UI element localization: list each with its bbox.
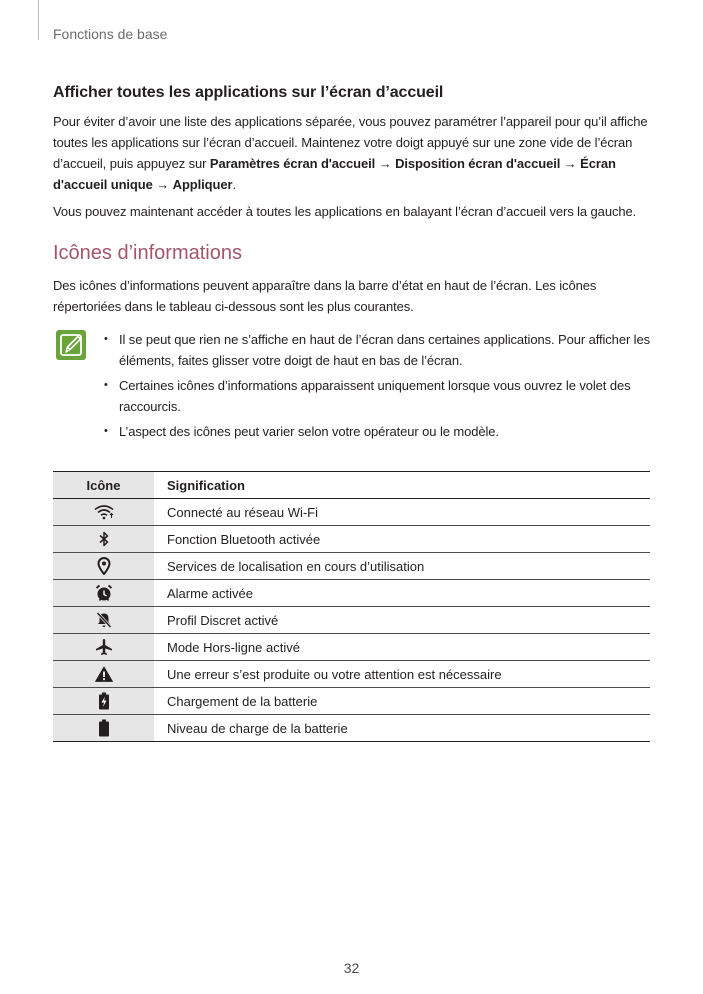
note-item (101, 329, 650, 371)
section-title: Icônes d’informations (53, 242, 242, 264)
meaning-cell: Services de localisation en cours d’utilisation (154, 553, 650, 580)
header-rule (38, 0, 39, 40)
icons-table (53, 471, 650, 742)
icon-cell (53, 526, 154, 553)
column-header-icon: Icône (53, 472, 154, 499)
meaning-cell: Mode Hors-ligne activé (154, 634, 650, 661)
table-row (53, 580, 650, 607)
note-icon (55, 329, 87, 361)
page-number: 32 (343, 960, 360, 976)
bullet: • (104, 333, 108, 345)
icon-cell (53, 553, 154, 580)
meaning-cell: Connecté au réseau Wi-Fi (154, 499, 650, 526)
table-row (53, 499, 650, 526)
table-row (53, 634, 650, 661)
table-row (53, 661, 650, 688)
location-icon (97, 557, 111, 575)
page-header: Fonctions de base (53, 26, 168, 42)
menu-path-apply: Appliquer (172, 177, 233, 192)
icon-cell (53, 715, 154, 742)
battery-level-icon (98, 719, 110, 737)
alarm-icon (95, 584, 113, 602)
table-row (53, 553, 650, 580)
meaning-cell: Chargement de la batterie (154, 688, 650, 715)
column-header-meaning: Signification (154, 472, 650, 499)
arrow: → (156, 177, 170, 192)
table-row (53, 526, 650, 553)
meaning-cell: Niveau de charge de la batterie (154, 715, 650, 742)
mute-icon (95, 611, 113, 629)
table-row (53, 688, 650, 715)
note-text: Il se peut que rien ne s’affiche en haut de l’écran dans certaines applications. Pour afficher les éléments, faites glisser votre doigt de haut en bas de l’écran. (119, 332, 651, 368)
battery-charging-icon (98, 692, 110, 710)
warning-icon (95, 666, 113, 682)
meaning-cell: Une erreur s’est produite ou votre attention est nécessaire (154, 661, 650, 688)
wifi-icon (94, 504, 114, 520)
icon-cell (53, 499, 154, 526)
note-item (101, 421, 650, 442)
menu-path-layout: Disposition écran d'accueil (395, 156, 561, 171)
paragraph-result: Vous pouvez maintenant accéder à toutes les applications en balayant l’écran d’accueil vers la gauche. (53, 204, 637, 219)
table-row (53, 715, 650, 742)
meaning-cell: Fonction Bluetooth activée (154, 526, 650, 553)
bluetooth-icon (98, 531, 110, 547)
arrow: → (563, 156, 577, 171)
table-header-row (53, 472, 650, 499)
icon-cell (53, 688, 154, 715)
paragraph-instructions (53, 111, 650, 195)
section-intro: Des icônes d’informations peuvent apparaître dans la barre d’état en haut de l’écran. Les icônes répertoriées dans le tableau ci-dessous sont les plus courantes. (53, 278, 597, 314)
meaning-cell: Profil Discret activé (154, 607, 650, 634)
period: . (232, 177, 236, 192)
icon-cell (53, 607, 154, 634)
arrow: → (378, 156, 392, 171)
bullet: • (104, 379, 108, 391)
icon-cell (53, 661, 154, 688)
table-row (53, 607, 650, 634)
menu-path-home-settings: Paramètres écran d'accueil (209, 156, 376, 171)
instructions-text: Pour éviter d’avoir une liste des applications séparée, vous pouvez paramétrer l’appareil pour qu’il affiche toutes les applications sur l’écran d’accueil. Maintenez votre doigt appuyé sur une zone vide de l’écran d’accueil, puis appuyez sur (53, 114, 648, 171)
note-text: L’aspect des icônes peut varier selon votre opérateur ou le modèle. (119, 424, 499, 439)
airplane-icon (95, 638, 113, 656)
note-item (101, 375, 650, 417)
main-content (53, 84, 650, 446)
icon-cell (53, 634, 154, 661)
subsection-title: Afficher toutes les applications sur l’écran d’accueil (53, 84, 444, 101)
icon-cell (53, 580, 154, 607)
meaning-cell: Alarme activée (154, 580, 650, 607)
note-list (53, 329, 650, 442)
menu-path-single-screen: Écran d'accueil unique (53, 156, 616, 192)
bullet: • (104, 425, 108, 437)
note-text: Certaines icônes d’informations apparaissent uniquement lorsque vous ouvrez le volet des raccourcis. (119, 378, 631, 414)
note-box (53, 329, 650, 442)
